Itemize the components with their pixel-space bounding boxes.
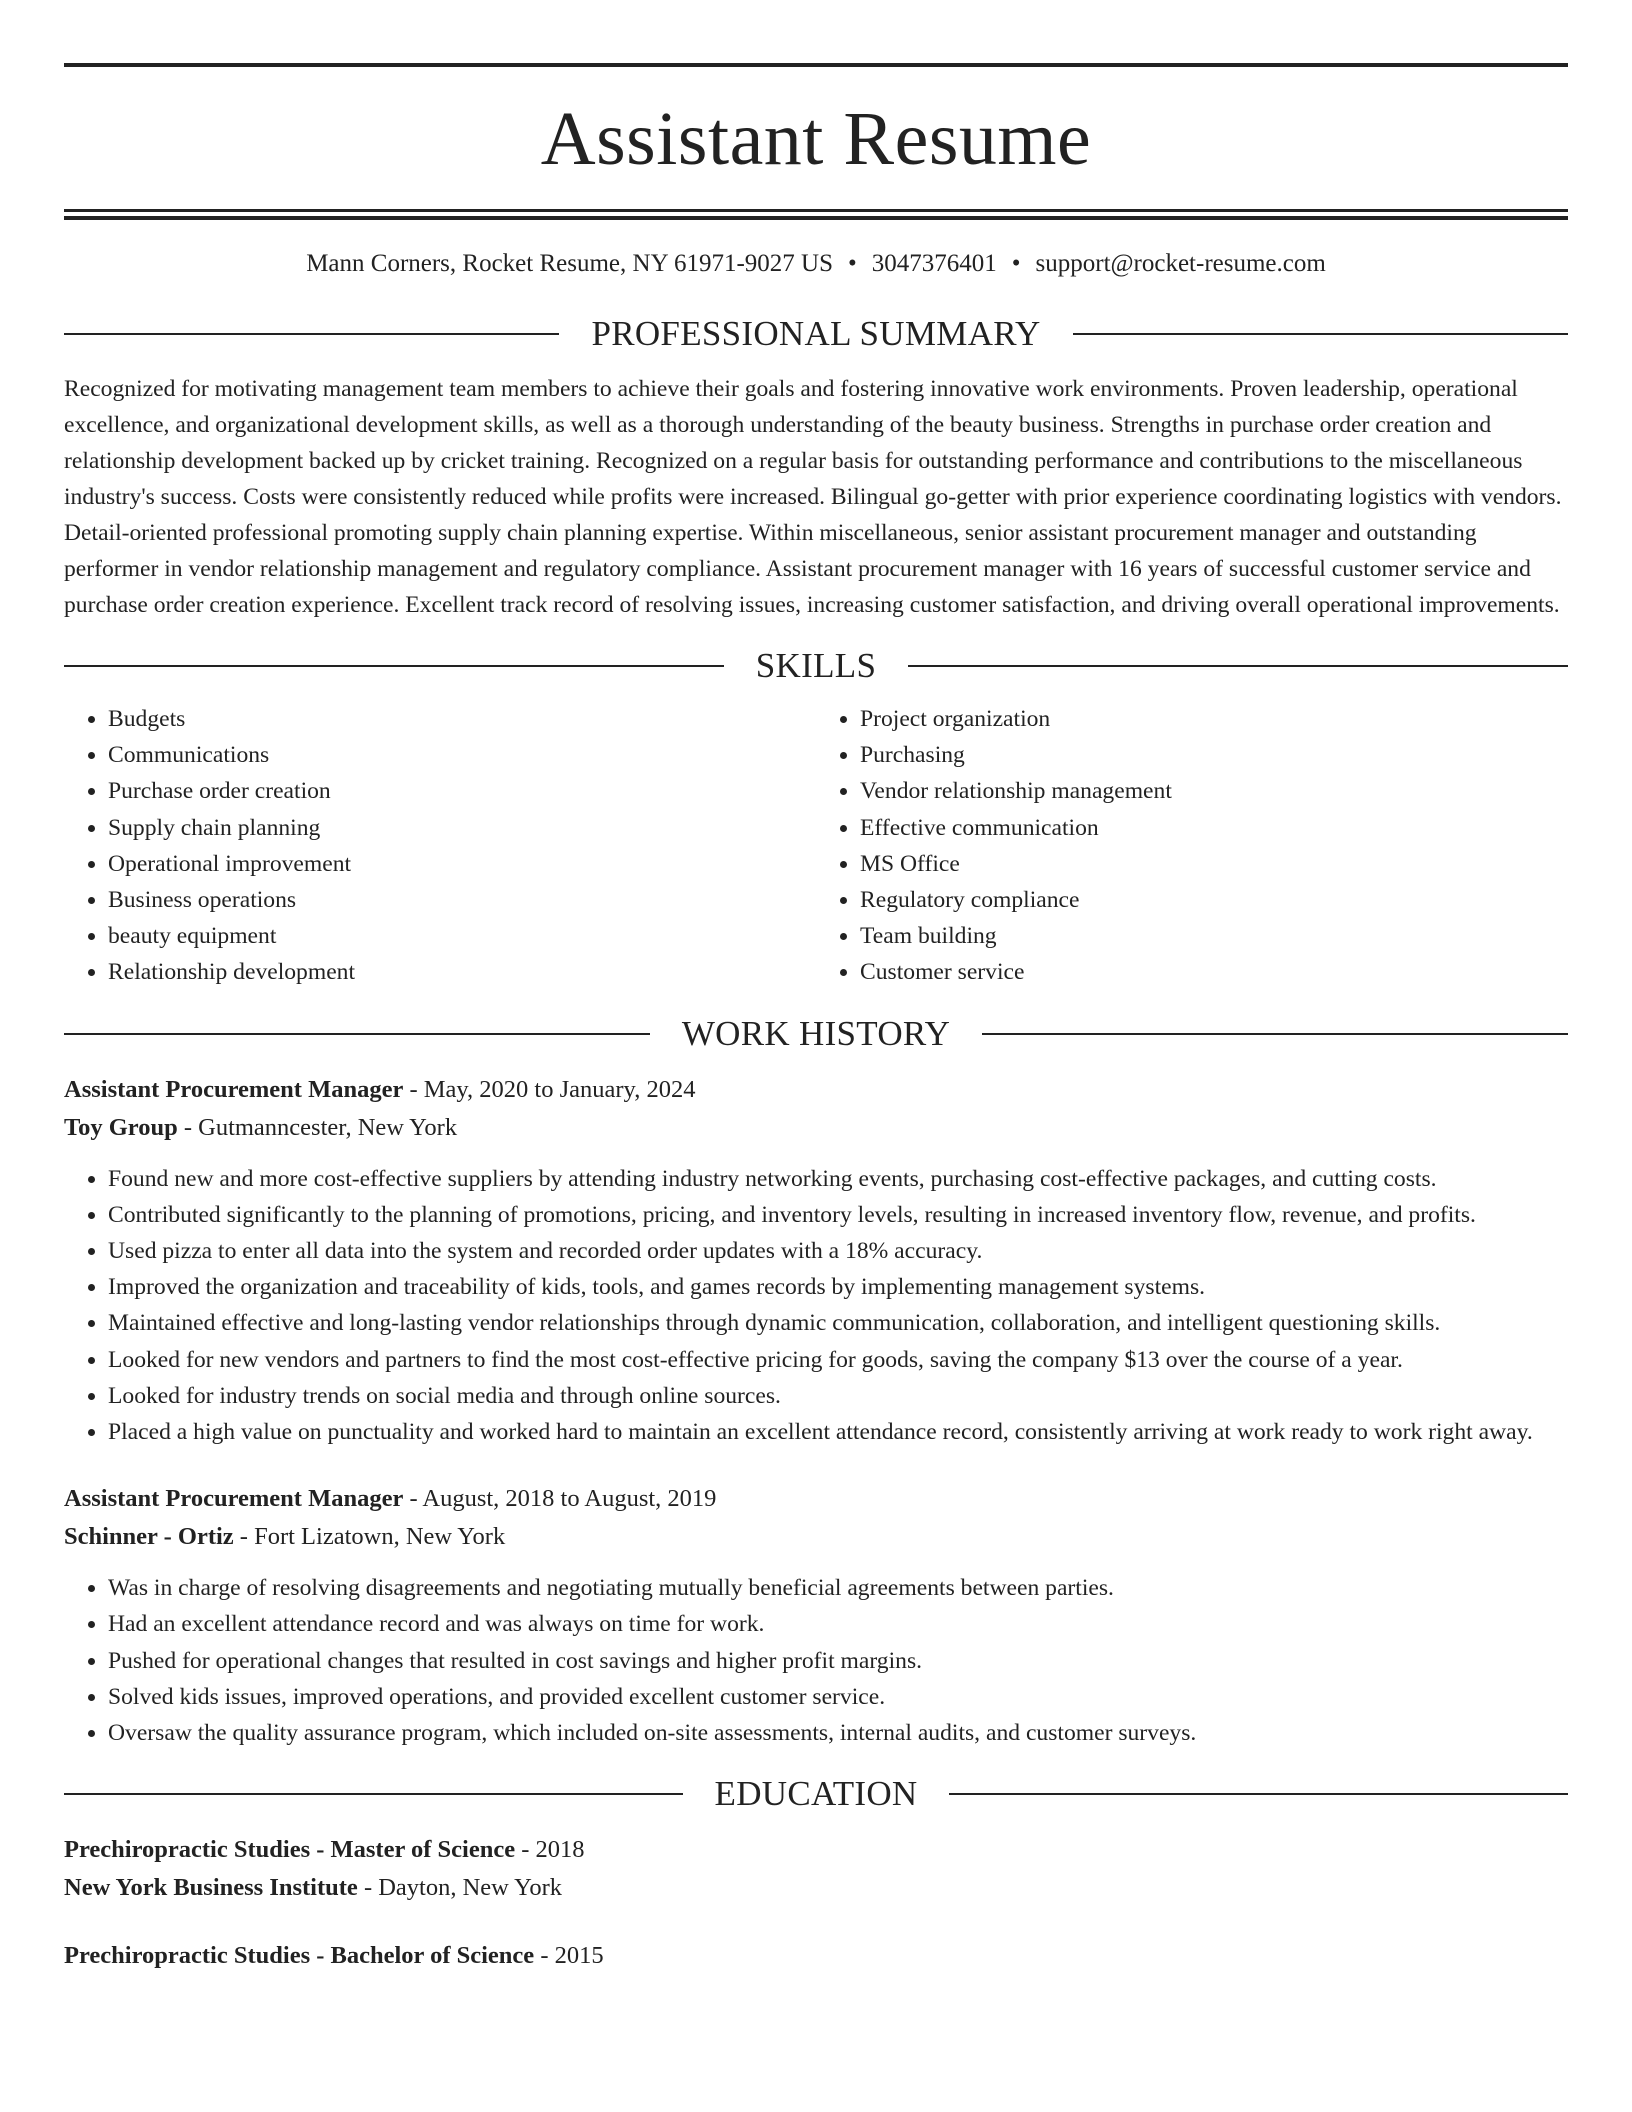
heading-rule-right bbox=[949, 1793, 1568, 1795]
skill-item: • Budgets bbox=[108, 701, 816, 737]
skill-item: • Operational improvement bbox=[108, 846, 816, 882]
skills-column-left bbox=[64, 701, 816, 991]
job-company: Schinner - Ortiz bbox=[64, 1523, 234, 1551]
contact-email: support@rocket-resume.com bbox=[1035, 250, 1326, 277]
heading-rule-left bbox=[64, 1793, 683, 1795]
job-duty: • Pushed for operational changes that resulted in cost savings and higher profit margins. bbox=[108, 1643, 1568, 1679]
job-duty: • Contributed significantly to the planning of promotions, pricing, and inventory levels, resulting in increased inventory flow, revenue, and profits. bbox=[108, 1197, 1568, 1233]
contact-address: Mann Corners, Rocket Resume, NY 61971-9027 US bbox=[306, 250, 833, 277]
summary-heading: PROFESSIONAL SUMMARY bbox=[591, 314, 1041, 353]
skill-item: • Effective communication bbox=[860, 810, 1568, 846]
job-title-line bbox=[64, 1480, 1568, 1518]
resume-page bbox=[64, 0, 1568, 1975]
degree-line bbox=[64, 1831, 1568, 1869]
summary-section-heading bbox=[64, 312, 1568, 356]
contact-phone: 3047376401 bbox=[871, 250, 997, 277]
job-dates: - August, 2018 to August, 2019 bbox=[403, 1485, 717, 1513]
skill-item: • MS Office bbox=[860, 846, 1568, 882]
job-company-line bbox=[64, 1109, 1568, 1147]
job-duty: • Placed a high value on punctuality and worked hard to maintain an excellent attendance record, consistently arriving at work ready to work right away. bbox=[108, 1414, 1568, 1450]
heading-rule-left bbox=[64, 333, 559, 335]
job-duties bbox=[64, 1570, 1568, 1751]
skills-heading: SKILLS bbox=[755, 646, 877, 685]
skill-item: • Business operations bbox=[108, 882, 816, 918]
job-duty: • Looked for new vendors and partners to find the most cost-effective pricing for goods, saving the company $13 over the course of a year. bbox=[108, 1342, 1568, 1378]
heading-rule-right bbox=[908, 665, 1568, 667]
work-heading: WORK HISTORY bbox=[681, 1013, 951, 1053]
contact-separator: • bbox=[1011, 250, 1021, 277]
heading-rule-right bbox=[1073, 333, 1568, 335]
job-duty: • Looked for industry trends on social media and through online sources. bbox=[108, 1378, 1568, 1414]
contact-line bbox=[64, 247, 1568, 281]
job-duty: • Had an excellent attendance record and was always on time for work. bbox=[108, 1606, 1568, 1642]
job-title: Assistant Procurement Manager bbox=[64, 1485, 404, 1513]
heading-rule-right bbox=[982, 1033, 1568, 1035]
job-duties bbox=[64, 1161, 1568, 1451]
skill-item: • Regulatory compliance bbox=[860, 882, 1568, 918]
job-location: - Fort Lizatown, New York bbox=[233, 1523, 506, 1551]
summary-text: Recognized for motivating management team members to achieve their goals and fostering innovative work environments. Proven leadership, operational excellence, and organizational development skills, as well as a thorough understanding of the beauty business. Strengths in purchase order creation and relationship development backed up by cricket training. Recognized on a regular basis for outstanding performance and contributions to the miscellaneous industry's success. Costs were consistently reduced while profits were increased. Bilingual go-getter with prior experience coordinating logistics with vendors. Detail-oriented professional promoting supply chain planning expertise. Within miscellaneous, senior assistant procurement manager and outstanding performer in vendor relationship management and regulatory compliance. Assistant procurement manager with 16 years of successful customer service and purchase order creation experience. Excellent track record of resolving issues, increasing customer satisfaction, and driving overall operational improvements. bbox=[64, 376, 1562, 618]
job-duty: • Improved the organization and traceability of kids, tools, and games records by implementing management systems. bbox=[108, 1269, 1568, 1305]
job-duty: • Oversaw the quality assurance program, which included on-site assessments, internal audits, and customer surveys. bbox=[108, 1715, 1568, 1751]
work-section-heading bbox=[64, 1012, 1568, 1056]
education-entry bbox=[64, 1937, 1568, 1975]
degree: Prechiropractic Studies - Master of Science bbox=[64, 1836, 516, 1864]
education-entry bbox=[64, 1831, 1568, 1907]
heading-rule-left bbox=[64, 665, 724, 667]
job-duty: • Maintained effective and long-lasting vendor relationships through dynamic communication, collaboration, and intelligent questioning skills. bbox=[108, 1305, 1568, 1341]
skill-item: • Supply chain planning bbox=[108, 810, 816, 846]
skills-section-heading bbox=[64, 644, 1568, 688]
job-title: Assistant Procurement Manager bbox=[64, 1075, 404, 1103]
degree-line bbox=[64, 1937, 1568, 1975]
job-duty: • Solved kids issues, improved operations, and provided excellent customer service. bbox=[108, 1679, 1568, 1715]
job-dates: - May, 2020 to January, 2024 bbox=[403, 1075, 696, 1103]
job-company-line bbox=[64, 1518, 1568, 1556]
job-entry bbox=[64, 1480, 1568, 1751]
skill-item: • Team building bbox=[860, 918, 1568, 954]
skill-item: • Purchasing bbox=[860, 737, 1568, 773]
skill-item: • Customer service bbox=[860, 954, 1568, 990]
header-double-rule bbox=[64, 209, 1568, 220]
degree-year: - 2018 bbox=[515, 1836, 585, 1864]
skill-item: • beauty equipment bbox=[108, 918, 816, 954]
skill-item: • Vendor relationship management bbox=[860, 773, 1568, 809]
job-duty: • Used pizza to enter all data into the system and recorded order updates with a 18% accuracy. bbox=[108, 1233, 1568, 1269]
job-company: Toy Group bbox=[64, 1113, 178, 1141]
degree: Prechiropractic Studies - Bachelor of Science bbox=[64, 1942, 535, 1970]
contact-separator: • bbox=[847, 250, 857, 277]
skills-list bbox=[64, 701, 1568, 991]
job-location: - Gutmanncester, New York bbox=[177, 1113, 458, 1141]
job-duty: • Was in charge of resolving disagreements and negotiating mutually beneficial agreements between parties. bbox=[108, 1570, 1568, 1606]
school-location: - Dayton, New York bbox=[357, 1874, 562, 1902]
skill-item: • Communications bbox=[108, 737, 816, 773]
education-section-heading bbox=[64, 1772, 1568, 1816]
job-title-line bbox=[64, 1071, 1568, 1109]
skill-item: • Purchase order creation bbox=[108, 773, 816, 809]
resume-title: Assistant Resume bbox=[540, 97, 1092, 181]
header-top-rule bbox=[64, 63, 1568, 67]
skills-column-right bbox=[816, 701, 1568, 991]
heading-rule-left bbox=[64, 1033, 650, 1035]
skill-item: • Relationship development bbox=[108, 954, 816, 990]
school-line bbox=[64, 1869, 1568, 1907]
education-heading: EDUCATION bbox=[714, 1774, 918, 1814]
job-entry bbox=[64, 1071, 1568, 1451]
job-duty: • Found new and more cost-effective suppliers by attending industry networking events, purchasing cost-effective packages, and cutting costs. bbox=[108, 1161, 1568, 1197]
skill-item: • Project organization bbox=[860, 701, 1568, 737]
school: New York Business Institute bbox=[64, 1874, 358, 1902]
degree-year: - 2015 bbox=[534, 1942, 604, 1970]
